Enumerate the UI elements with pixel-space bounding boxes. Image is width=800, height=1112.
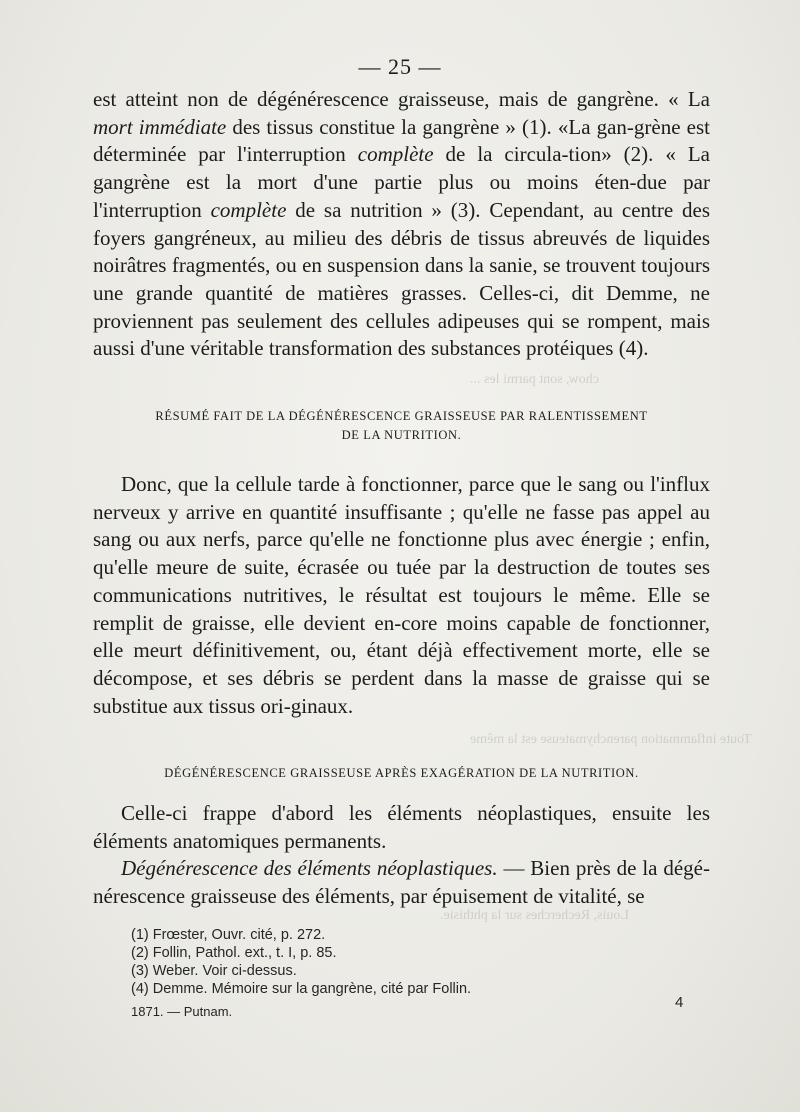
paragraph-text: Donc, que la cellule tarde à fonctionner, parce que le sang ou l'influx nerveux y arrive en quantité insuffisante ; qu'elle ne fasse pas appel au sang ou aux nerfs, parce qu'elle ne fonctionne plus avec énergie ; enfin, qu'elle meure de suite, écrasée ou tuée par la destruction de toutes ses communications nutritives, le résultat est toujours le même. Elle se remplit de graisse, elle devient en-core moins capable de fonctionner, elle meurt définitivement, ou, étant déjà effectivement morte, elle se décompose, et ses débris se perdent dans la masse de graisse qui se substitue aux tissus ori-ginaux. [93, 472, 710, 718]
footnote: (1) Frœster, Ouvr. cité, p. 272. [131, 927, 326, 943]
heading-line: DÉGÉNÉRESCENCE GRAISSEUSE APRÈS EXAGÉRATION DE LA NUTRITION. [164, 766, 639, 780]
show-through-text: chow, sont parmi les ... [470, 372, 599, 387]
footnote: (4) Demme. Mémoire sur la gangrène, cité par Follin. [131, 981, 472, 997]
subsection-title: Dégénérescence des éléments néoplastiques. [121, 856, 498, 880]
heading-line: DE LA NUTRITION. [341, 428, 462, 442]
show-through-text: Louis, Recherches sur la phthisie. [440, 908, 629, 923]
page-number: — 25 — [358, 54, 442, 79]
sheet-signature-number: 4 [675, 994, 684, 1011]
printer-imprint: 1871. — Putnam. [131, 1004, 233, 1019]
heading-line: RÉSUMÉ FAIT DE LA DÉGÉNÉRESCENCE GRAISSEUSE PAR RALENTISSEMENT [155, 409, 648, 423]
show-through-text: Toute inflammation parenchymateuse est la même [470, 732, 752, 747]
footnotes [131, 926, 691, 998]
footnote: (2) Follin, Pathol. ext., t. I, p. 85. [131, 945, 337, 961]
paragraph-celle-ci [93, 800, 710, 855]
footnote: (3) Weber. Voir ci-dessus. [131, 963, 297, 979]
paragraph-resume [93, 471, 710, 720]
section-heading-resume [93, 407, 710, 445]
section-heading-exageration [93, 764, 710, 783]
paragraph-gangrene: est atteint non de dégénérescence graisseuse, mais de gangrène. « La mort immédiate des tissus constitue la gangrène » (1). «La gan-grène est déterminée par l'interruption complète de la circula-tion» (2). « La gangrène est la mort d'une partie plus ou moins éten-due par l'interruption complète de sa nutrition » (3). Cependant, au centre des foyers gangréneux, au milieu des débris de tissus abreuvés de liquides noirâtres fragmentés, ou en suspension dans la sanie, se trouvent toujours une grande quantité de matières grasses. Celles-ci, dit Demme, ne proviennent pas seulement des cellules adipeuses qui se rompent, mais aussi d'une véritable transformation des substances protéiques (4). [93, 87, 711, 361]
paragraph-text: — Bien près de la dégé-nérescence graisseuse des éléments, par épuisement de vitalité, se [93, 856, 710, 908]
paragraph-neoplastiques [93, 855, 710, 910]
paragraph-text: Celle-ci frappe d'abord les éléments néoplastiques, ensuite les éléments anatomiques permanents. [93, 801, 710, 853]
